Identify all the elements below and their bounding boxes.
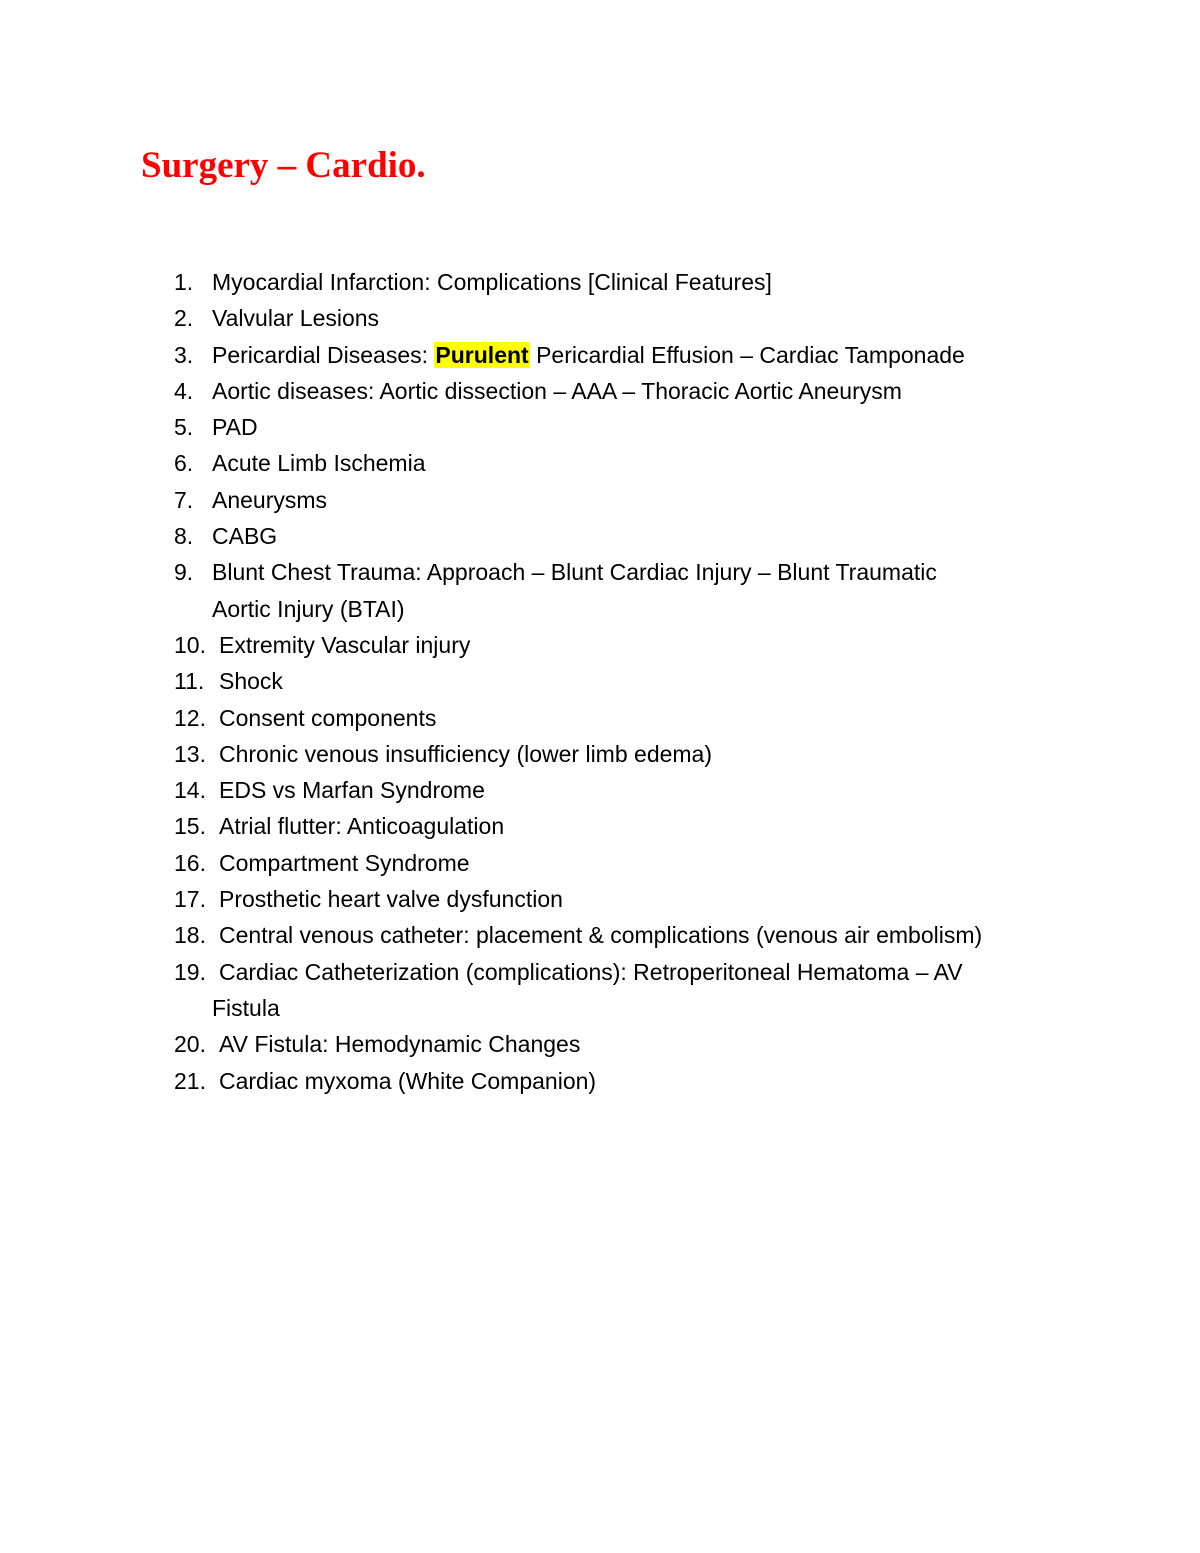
item-number: 21. xyxy=(174,1067,206,1094)
list-item xyxy=(174,627,1074,663)
item-text: Chronic venous insufficiency (lower limb edema) xyxy=(219,740,713,767)
item-text: Atrial flutter: Anticoagulation xyxy=(219,813,505,840)
list-item xyxy=(174,808,1074,844)
item-text-line-2: Fistula xyxy=(212,994,280,1021)
list-item xyxy=(174,518,1074,554)
list-item xyxy=(174,845,1074,881)
highlighted-word: Purulent xyxy=(435,341,529,368)
document-title: Surgery – Cardio. xyxy=(141,145,426,186)
item-text: Myocardial Infarction: Complications [Clinical Features] xyxy=(212,269,772,295)
item-number: 7. xyxy=(174,486,194,513)
item-number: 6. xyxy=(174,450,194,477)
item-text: Acute Limb Ischemia xyxy=(212,450,426,477)
item-text: Cardiac myxoma (White Companion) xyxy=(219,1067,597,1094)
item-number: 15. xyxy=(174,813,206,840)
item-text: Prosthetic heart valve dysfunction xyxy=(219,886,563,913)
item-text: Consent components xyxy=(219,704,437,731)
item-number: 17. xyxy=(174,886,206,913)
item-text: Extremity Vascular injury xyxy=(219,631,471,658)
item-number: 2. xyxy=(174,305,194,332)
list-item xyxy=(174,264,1074,300)
item-text-before: Pericardial Diseases: xyxy=(212,341,435,368)
list-item xyxy=(174,881,1074,917)
item-text: Central venous catheter: placement & complications (venous air embolism) xyxy=(219,922,983,949)
item-number: 20. xyxy=(174,1031,206,1058)
item-number: 13. xyxy=(174,740,206,767)
list-item xyxy=(174,772,1074,808)
item-text: EDS vs Marfan Syndrome xyxy=(219,777,485,804)
item-number: 14. xyxy=(174,777,206,804)
item-number: 19. xyxy=(174,958,206,985)
item-text: Aortic diseases: Aortic dissection – AAA – Thoracic Aortic Aneurysm xyxy=(212,377,902,404)
item-text-after: Pericardial Effusion – Cardiac Tamponade xyxy=(529,341,965,368)
list-item xyxy=(174,482,1074,518)
item-text-line-2: Aortic Injury (BTAI) xyxy=(212,595,405,622)
item-number: 9. xyxy=(174,559,194,586)
item-number: 3. xyxy=(174,341,194,368)
item-text: PAD xyxy=(212,414,258,441)
list-item xyxy=(174,300,1074,336)
item-number: 11. xyxy=(174,668,205,695)
item-number: 8. xyxy=(174,523,194,550)
item-text: CABG xyxy=(212,523,278,550)
item-number: 16. xyxy=(174,849,206,876)
topic-list xyxy=(174,264,1074,1099)
list-item xyxy=(174,700,1074,736)
item-text: Valvular Lesions xyxy=(212,305,380,332)
item-number: 4. xyxy=(174,377,194,404)
list-item xyxy=(174,554,1074,627)
list-item xyxy=(174,736,1074,772)
item-number: 1. xyxy=(174,269,194,295)
item-text: Shock xyxy=(219,668,283,695)
list-item xyxy=(174,954,1074,1027)
item-text-line-1: Blunt Chest Trauma: Approach – Blunt Cardiac Injury – Blunt Traumatic xyxy=(212,559,937,586)
item-number: 10. xyxy=(174,631,206,658)
item-text: Compartment Syndrome xyxy=(219,849,470,876)
list-item xyxy=(174,1063,1074,1099)
list-item xyxy=(174,917,1074,953)
item-number: 5. xyxy=(174,414,194,441)
item-number: 12. xyxy=(174,704,206,731)
list-item xyxy=(174,663,1074,699)
list-item xyxy=(174,373,1074,409)
item-number: 18. xyxy=(174,922,206,949)
item-text-line-1: Cardiac Catheterization (complications): Retroperitoneal Hematoma – AV xyxy=(219,958,963,985)
list-item xyxy=(174,337,1074,373)
item-text: AV Fistula: Hemodynamic Changes xyxy=(219,1031,581,1058)
list-item xyxy=(174,1026,1074,1062)
item-text: Aneurysms xyxy=(212,486,328,513)
list-item xyxy=(174,409,1074,445)
list-item xyxy=(174,445,1074,481)
